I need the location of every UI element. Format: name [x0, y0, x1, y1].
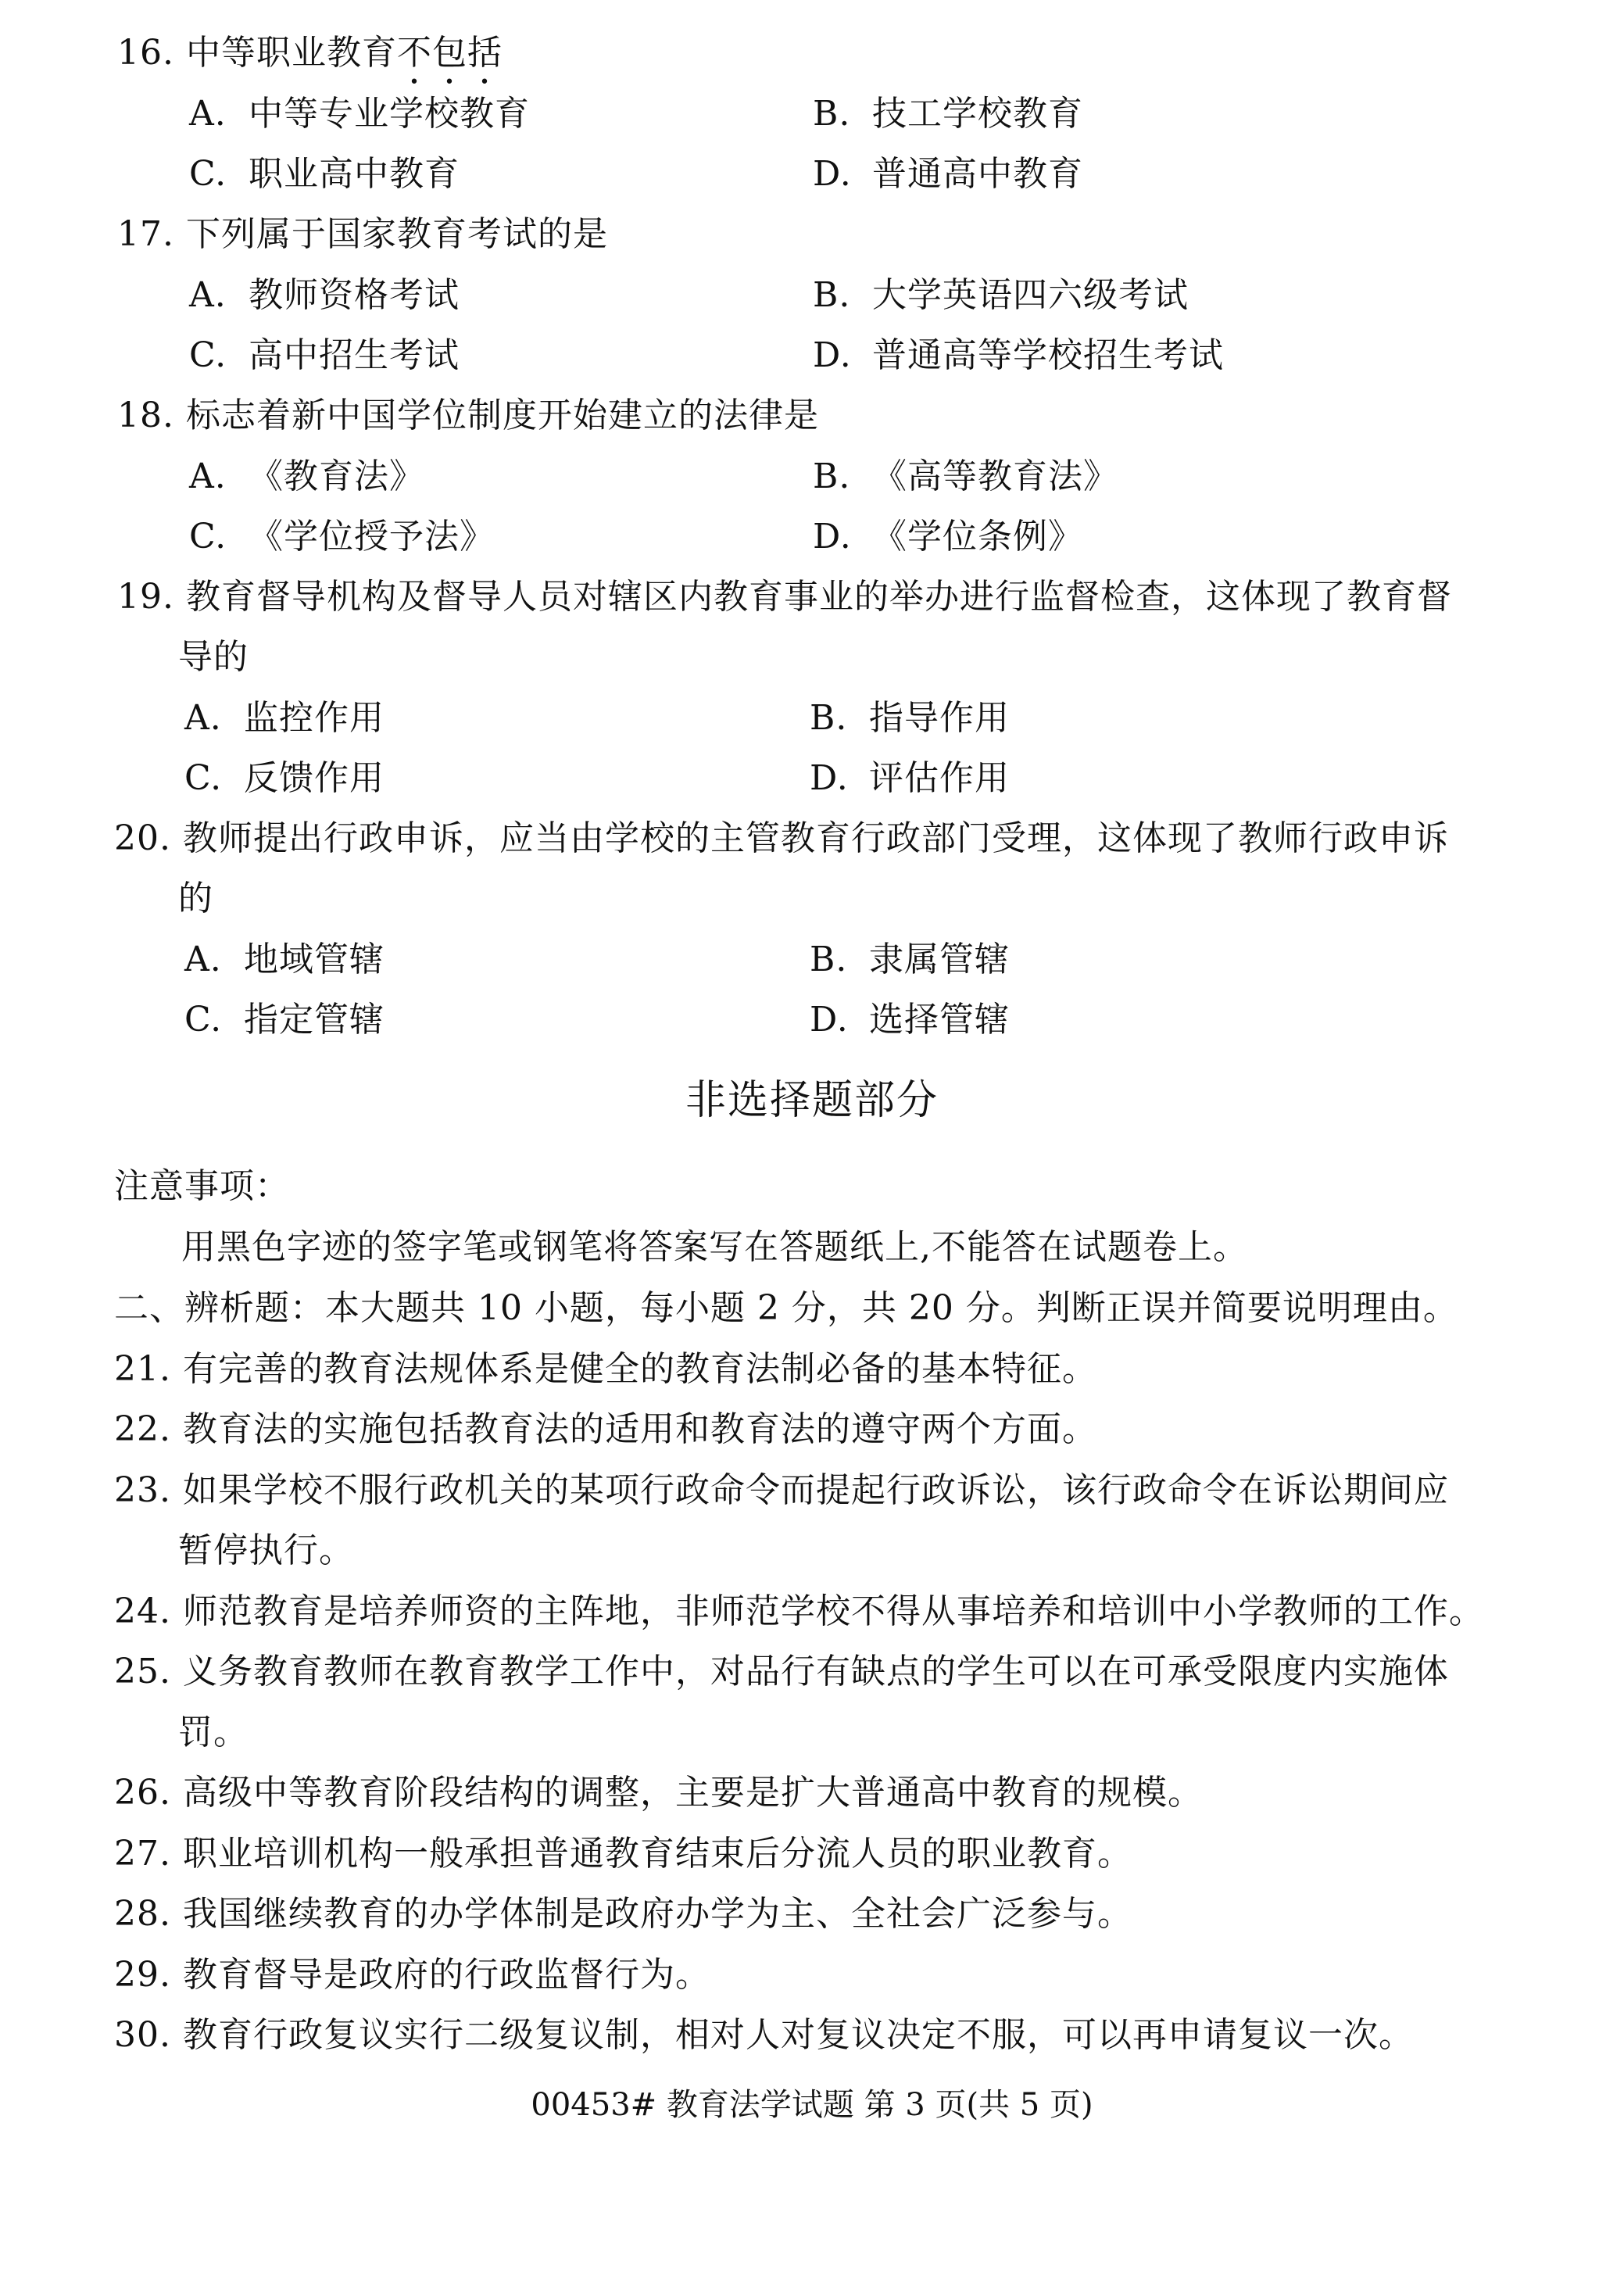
question-18-option-d — [813, 515, 1083, 559]
question-number: 22. — [114, 1409, 171, 1449]
option-text: 《教育法》 — [249, 456, 424, 496]
question-text: 教育督导是政府的行政监督行为。 — [182, 1955, 710, 1995]
option-text: 地域管辖 — [244, 940, 385, 979]
option-text: 教师资格考试 — [249, 275, 460, 315]
option-text: 高中招生考试 — [249, 335, 460, 375]
question-stem-text: 教师提出行政申诉，应当由学校的主管教育行政部门受理，这体现了教师行政申诉 — [182, 818, 1449, 858]
question-19-option-b — [810, 696, 1010, 740]
question-text: 义务教育教师在教育教学工作中，对品行有缺点的学生可以在可承受限度内实施体 — [182, 1652, 1449, 1691]
option-text: 职业高中教育 — [249, 154, 460, 194]
question-28 — [114, 1892, 1132, 1936]
option-label: B. — [813, 94, 851, 134]
question-20-stem — [114, 817, 1449, 861]
question-18-option-c — [189, 515, 495, 559]
option-label: A. — [184, 940, 222, 979]
question-number: 24. — [114, 1591, 171, 1631]
question-number: 21. — [114, 1349, 171, 1389]
question-text: 高级中等教育阶段结构的调整，主要是扩大普通高中教育的规模。 — [182, 1773, 1203, 1813]
option-label: C. — [189, 154, 227, 194]
option-label: C. — [184, 758, 223, 798]
option-text: 技工学校教育 — [872, 94, 1083, 134]
option-label: A. — [189, 94, 227, 134]
option-label: D. — [813, 517, 852, 557]
option-label: A. — [184, 698, 222, 738]
question-18-stem — [117, 394, 819, 438]
question-number: 23. — [114, 1470, 171, 1510]
question-number: 27. — [114, 1834, 171, 1874]
question-number: 18. — [117, 396, 174, 435]
option-label: D. — [813, 335, 852, 375]
question-17-option-d — [813, 334, 1224, 378]
option-text: 大学英语四六级考试 — [872, 275, 1189, 315]
notice-text: 用黑色字迹的签字笔或钢笔将答案写在答题纸上,不能答在试题卷上。 — [181, 1227, 1248, 1267]
part2-heading: 二、辨析题：本大题共 10 小题，每小题 2 分，共 20 分。判断正误并简要说明理由。 — [114, 1288, 1458, 1328]
question-25-continuation: 罚。 — [178, 1713, 249, 1752]
question-stem-text: 下列属于国家教育考试的是 — [185, 214, 608, 254]
question-number: 17. — [117, 214, 174, 254]
option-text: 《学位条例》 — [872, 517, 1083, 557]
question-stem-text: 的 — [178, 879, 213, 918]
option-text: 指定管辖 — [244, 1000, 385, 1040]
question-number: 16. — [117, 33, 174, 73]
question-29 — [114, 1953, 710, 1997]
option-label: A. — [189, 456, 227, 496]
question-23-continuation: 暂停执行。 — [178, 1530, 354, 1570]
option-text: 《高等教育法》 — [872, 456, 1118, 496]
option-text: 普通高等学校招生考试 — [872, 335, 1224, 375]
question-17-option-b — [813, 274, 1189, 317]
question-23 — [114, 1469, 1449, 1512]
question-17-stem — [117, 213, 608, 256]
question-number: 19. — [117, 577, 174, 617]
question-19-option-d — [810, 757, 1010, 800]
option-text: 隶属管辖 — [869, 940, 1010, 979]
question-number: 29. — [114, 1955, 171, 1995]
question-30 — [114, 2013, 1414, 2057]
notice-heading: 注意事项： — [114, 1166, 290, 1206]
question-text: 如果学校不服行政机关的某项行政命令而提起行政诉讼，该行政命令在诉讼期间应 — [182, 1470, 1449, 1510]
question-stem-text: 导的 — [178, 637, 249, 677]
emphasized-text: 不包括 — [396, 33, 503, 73]
page-footer: 00453# 教育法学试题 第 3 页(共 5 页) — [531, 2087, 1093, 2123]
question-19-option-a — [184, 696, 385, 740]
question-17-option-c — [189, 334, 460, 378]
option-label: B. — [813, 275, 851, 315]
question-20-option-c — [184, 998, 385, 1042]
question-text: 职业培训机构一般承担普通教育结束后分流人员的职业教育。 — [182, 1834, 1132, 1874]
question-number: 26. — [114, 1773, 171, 1813]
option-label: C. — [189, 335, 227, 375]
question-19-stem — [117, 575, 1452, 619]
question-20-option-b — [810, 938, 1010, 982]
question-text: 教育行政复议实行二级复议制，相对人对复议决定不服，可以再申请复议一次。 — [182, 2015, 1414, 2055]
question-27 — [114, 1832, 1132, 1876]
question-16-option-c — [189, 152, 460, 196]
option-label: D. — [810, 758, 849, 798]
question-17-option-a — [189, 274, 460, 317]
option-label: D. — [810, 1000, 849, 1040]
question-number: 28. — [114, 1894, 171, 1934]
question-16-option-a — [189, 92, 530, 136]
question-22 — [114, 1408, 1097, 1451]
option-text: 监控作用 — [244, 698, 385, 738]
option-text: 评估作用 — [869, 758, 1010, 798]
option-text: 《学位授予法》 — [249, 517, 495, 557]
question-16-stem — [117, 31, 503, 92]
question-21 — [114, 1348, 1097, 1391]
option-text: 指导作用 — [869, 698, 1010, 738]
question-19-option-c — [184, 757, 385, 800]
question-20-stem-continuation — [178, 877, 213, 921]
question-text: 教育法的实施包括教育法的适用和教育法的遵守两个方面。 — [182, 1409, 1097, 1449]
question-19-stem-continuation — [178, 635, 249, 679]
option-label: C. — [184, 1000, 223, 1040]
option-label: B. — [810, 940, 848, 979]
question-16-option-d — [813, 152, 1083, 196]
question-text: 有完善的教育法规体系是健全的教育法制必备的基本特征。 — [182, 1349, 1097, 1389]
question-number: 20. — [114, 818, 171, 858]
question-24 — [114, 1590, 1484, 1634]
question-25 — [114, 1650, 1449, 1694]
question-18-option-a — [189, 455, 424, 499]
question-stem-text: 教育督导机构及督导人员对辖区内教育事业的举办进行监督检查，这体现了教育督 — [185, 577, 1452, 617]
option-text: 中等专业学校教育 — [249, 94, 530, 134]
option-text: 反馈作用 — [244, 758, 385, 798]
question-number: 25. — [114, 1652, 171, 1691]
option-label: D. — [813, 154, 852, 194]
question-18-option-b — [813, 455, 1118, 499]
question-20-option-a — [184, 938, 385, 982]
option-label: C. — [189, 517, 227, 557]
section-title: 非选择题部分 — [685, 1077, 939, 1124]
question-26 — [114, 1771, 1203, 1815]
question-number: 30. — [114, 2015, 171, 2055]
question-16-option-b — [813, 92, 1083, 136]
option-text: 选择管辖 — [869, 1000, 1010, 1040]
question-stem-text: 中等职业教育 — [185, 33, 397, 73]
question-20-option-d — [810, 998, 1010, 1042]
option-label: B. — [813, 456, 851, 496]
question-text: 师范教育是培养师资的主阵地，非师范学校不得从事培养和培训中小学教师的工作。 — [182, 1591, 1484, 1631]
question-text: 我国继续教育的办学体制是政府办学为主、全社会广泛参与。 — [182, 1894, 1132, 1934]
question-stem-text: 标志着新中国学位制度开始建立的法律是 — [185, 396, 819, 435]
option-label: B. — [810, 698, 848, 738]
option-label: A. — [189, 275, 227, 315]
option-text: 普通高中教育 — [872, 154, 1083, 194]
